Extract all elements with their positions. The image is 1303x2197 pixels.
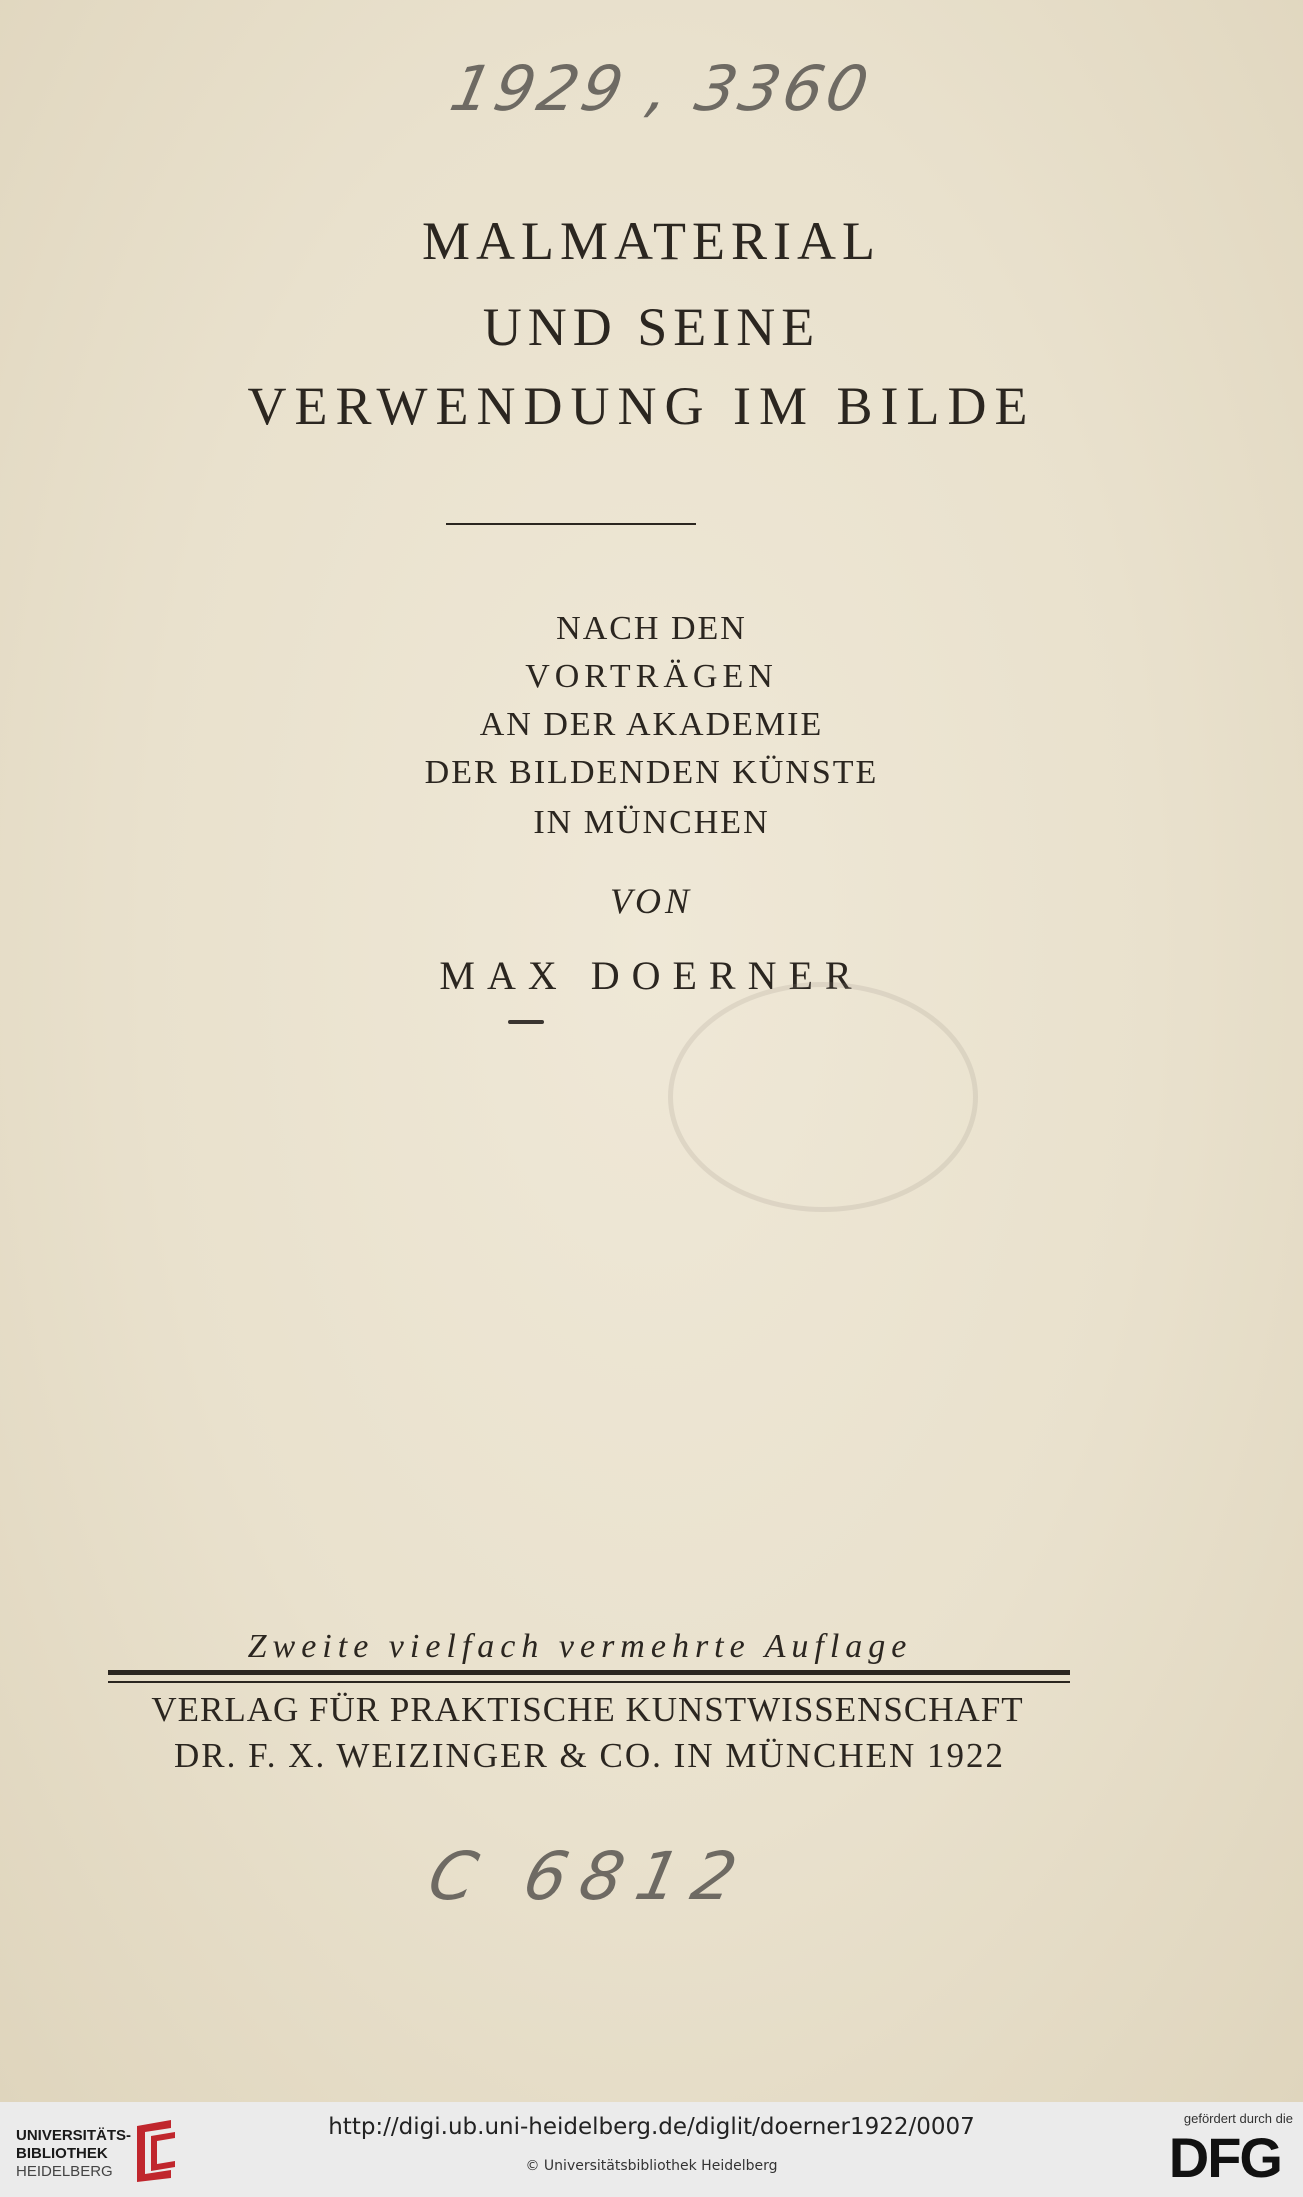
subtitle-line-2: VORTRÄGEN [525,658,778,695]
publisher-rule-thin [108,1681,1070,1683]
title-line-1: MALMATERIAL [422,211,881,271]
title-line-3: VERWENDUNG IM BILDE [247,376,1036,436]
title-line-2: UND SEINE [482,297,821,357]
subtitle-line-4: DER BILDENDEN KÜNSTE [424,754,879,791]
handwritten-shelfmark-top: 1929 , 3360 [444,52,879,125]
dfg-logo-icon[interactable]: DFG [1168,2126,1281,2189]
edition-note: Zweite vielfach vermehrte Auflage [247,1628,913,1665]
publisher-line-2: DR. F. X. WEIZINGER & CO. IN MÜNCHEN 1922 [173,1736,1006,1775]
subtitle-line-1: NACH DEN [556,610,747,647]
library-logo-line-3: HEIDELBERG [16,2163,113,2180]
library-logo-line-1: UNIVERSITÄTS- [16,2127,132,2144]
library-logo-line-2: BIBLIOTHEK [16,2145,108,2162]
publisher-line-1: VERLAG FÜR PRAKTISCHE KUNSTWISSENSCHAFT [151,1690,1024,1729]
subtitle-line-5: IN MÜNCHEN [533,804,770,841]
handwritten-shelfmark-bottom: C 6812 [421,1838,758,1915]
page-url-link[interactable]: http://digi.ub.uni-heidelberg.de/diglit/doerner1922/0007 [328,2114,975,2140]
dfg-caption: gefördert durch die [1183,2111,1293,2126]
publisher-rule-thick [108,1670,1070,1675]
author-name: MAX DOERNER [439,953,864,998]
subtitle-line-3: AN DER AKADEMIE [479,706,824,743]
title-divider [446,523,696,525]
underline-mark [508,1020,544,1024]
library-stamp [668,982,978,1212]
by-line: VON [610,881,693,921]
copyright-notice: © Universitätsbibliothek Heidelberg [525,2158,778,2174]
